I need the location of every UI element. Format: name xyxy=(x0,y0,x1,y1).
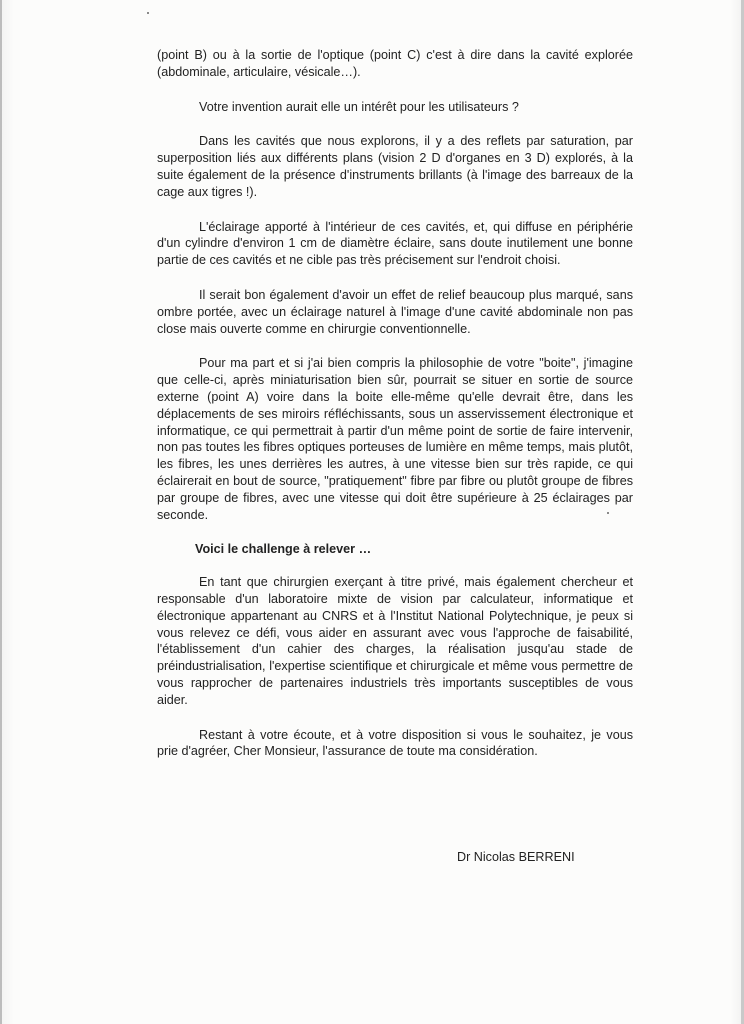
paragraph-reflections: Dans les cavités que nous explorons, il y a des reflets par saturation, par superposition liés aux différents plans (vision 2 D d'organes en 3 D) explorés, à la suite également de la présence d'instruments brillants (à l'image des barreaux de la cage aux tigres !). xyxy=(157,134,633,199)
paragraph-proposal: Pour ma part et si j'ai bien compris la philosophie de votre "boite", j'imagine que celle-ci, après miniaturisation bien sûr, pourrait se situer en sortie de source externe (point A) voire dans la boite elle-même qu'elle devrait être, dans les déplacements de ses miroirs réfléchissants, sous un asservissement électronique et informatique, ce qui permettrait à partir d'un même point de sortie de faire intervenir, non pas toutes les fibres optiques porteuses de lumière en même temps, mais plutôt, les fibres, les unes derrières les autres, à une vitesse bien sur très rapide, ce qui éclairerait en bout de source, "pratiquement" fibre par fibre ou plutôt groupe de fibres par groupe de fibres, avec une vitesse qui doit être supérieure à 25 éclairages par seconde. xyxy=(157,356,633,522)
signature-name: Dr Nicolas BERRENI xyxy=(457,850,575,864)
paragraph-question: Votre invention aurait elle un intérêt pour les utilisateurs ? xyxy=(199,99,519,114)
page-edge-left xyxy=(0,0,2,1024)
paragraph-relief: Il serait bon également d'avoir un effet de relief beaucoup plus marqué, sans ombre portée, avec un éclairage naturel à l'image d'une cavité abdominale non pas close mais ouverte comme en chirurgie conventionnelle. xyxy=(157,287,633,336)
scan-speck xyxy=(147,12,149,14)
letter-body xyxy=(157,47,633,760)
paragraph-lighting: L'éclairage apporté à l'intérieur de ces cavités, et, qui diffuse en périphérie d'un cylindre d'environ 1 cm de diamètre éclaire, sans doute inutilement une bonne partie de ces cavités et ne cible pas très précisement sur l'endroit choisi. xyxy=(157,219,633,268)
paragraph-closing: Restant à votre écoute, et à votre disposition si vous le souhaitez, je vous prie d'agréer, Cher Monsieur, l'assurance de toute ma considération. xyxy=(157,727,633,759)
challenge-heading: Voici le challenge à relever … xyxy=(195,542,372,557)
paragraph-continuation: (point B) ou à la sortie de l'optique (point C) c'est à dire dans la cavité explorée (abdominale, articulaire, vésicale…). xyxy=(157,48,633,79)
paragraph-offer: En tant que chirurgien exerçant à titre privé, mais également chercheur et responsable d'un laboratoire mixte de vision par calculateur, informatique et électronique appartenant au CNRS et à l'Institut National Polytechnique, je peux si vous relevez ce défi, vous aider en assurant avec vous l'approche de faisabilité, l'établissement d'un cahier des charges, la réalisation jusqu'au stade de préindustrialisation, l'expertise scientifique et chirurgicale et même vous permettre de vous rapprocher de partenaires industriels très importants susceptibles de vous aider. xyxy=(157,575,633,707)
